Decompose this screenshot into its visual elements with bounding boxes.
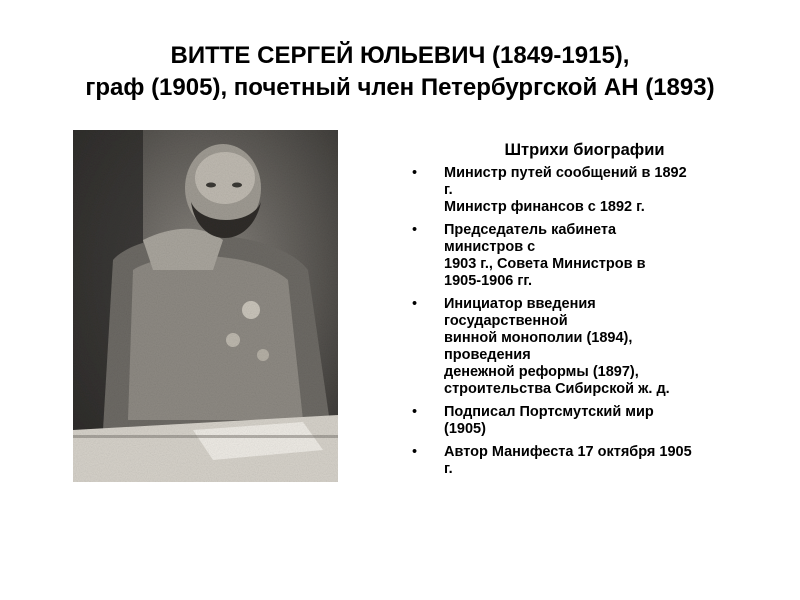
item-line: 1905-1906 гг. — [444, 273, 533, 289]
list-item — [412, 296, 757, 398]
bullet-icon: • — [412, 404, 418, 420]
bullet-icon: • — [412, 222, 418, 238]
item-line: государственной — [444, 313, 568, 329]
item-line: министров с — [444, 239, 536, 255]
biography-list — [412, 165, 757, 478]
item-line: г. — [444, 461, 453, 477]
item-line: Председатель кабинета — [444, 222, 617, 238]
biography-heading: Штрихи биографии — [504, 141, 665, 159]
item-line: г. — [444, 182, 453, 198]
bullet-icon: • — [412, 296, 418, 312]
portrait-image — [73, 130, 338, 482]
item-line: винной монополии (1894), — [444, 330, 633, 346]
item-line: проведения — [444, 347, 531, 363]
item-line: (1905) — [444, 421, 486, 437]
list-item — [412, 165, 757, 216]
list-item — [412, 222, 757, 290]
list-item — [412, 444, 757, 478]
item-line: Министр путей сообщений в 1892 — [444, 165, 687, 181]
item-line: Инициатор введения — [444, 296, 596, 312]
list-item — [412, 404, 757, 438]
bullet-icon: • — [412, 165, 418, 181]
bullet-icon: • — [412, 444, 418, 460]
title-line-1: ВИТТЕ СЕРГЕЙ ЮЛЬЕВИЧ (1849-1915), — [170, 42, 630, 69]
item-line: Автор Манифеста 17 октября 1905 — [444, 444, 692, 460]
item-line: 1903 г., Совета Министров в — [444, 256, 646, 272]
slide-title — [0, 40, 800, 104]
item-line: Министр финансов с 1892 г. — [444, 199, 645, 215]
item-line: строительства Сибирской ж. д. — [444, 381, 670, 397]
biography-panel — [412, 142, 757, 484]
portrait-photo — [73, 130, 338, 482]
item-line: денежной реформы (1897), — [444, 364, 639, 380]
item-line: Подписал Портсмутский мир — [444, 404, 654, 420]
title-line-2: граф (1905), почетный член Петербургской АН (1893) — [85, 74, 715, 101]
